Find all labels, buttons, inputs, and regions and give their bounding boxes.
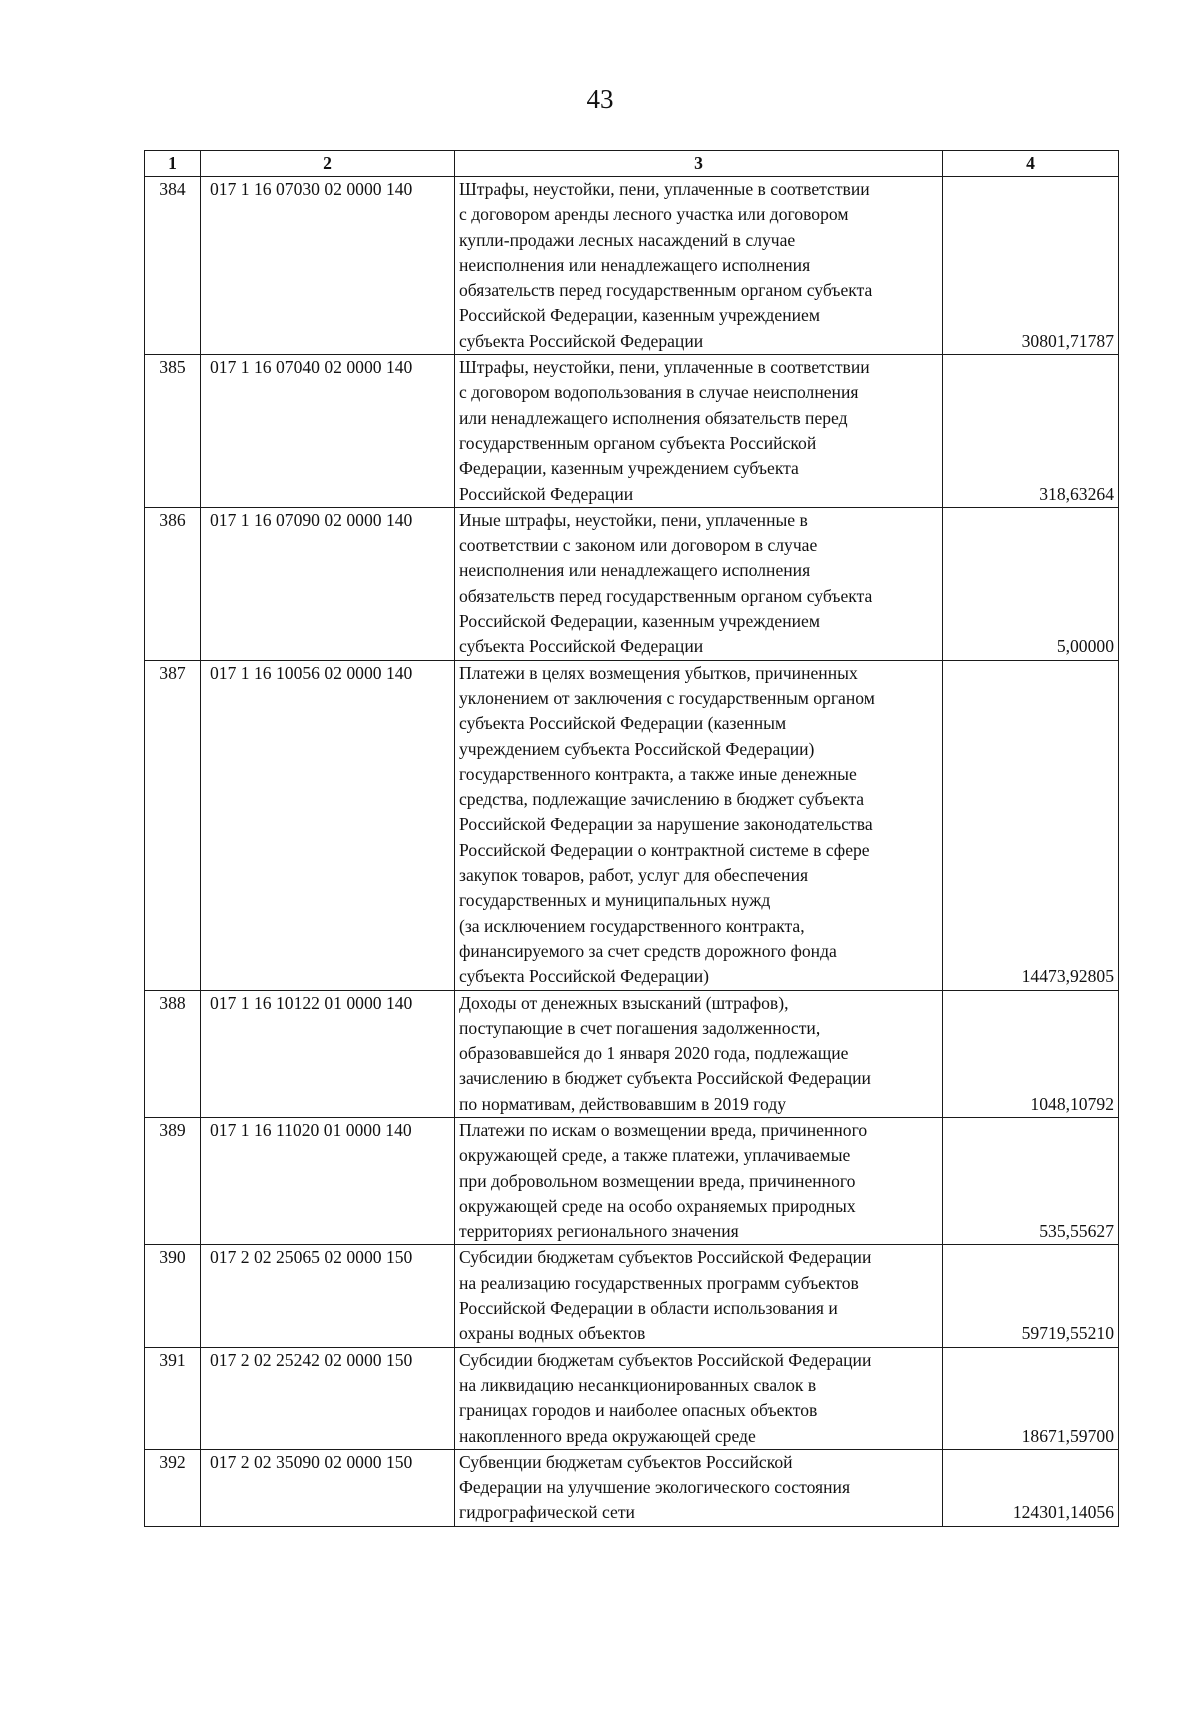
budget-code-cell: 017 1 16 10056 02 0000 140 bbox=[201, 660, 455, 990]
budget-code-cell: 017 2 02 25242 02 0000 150 bbox=[201, 1347, 455, 1449]
revenue-name-line: на реализацию государственных программ субъектов bbox=[459, 1272, 859, 1293]
revenue-name-cell bbox=[455, 1245, 943, 1347]
revenue-name-line: или ненадлежащего исполнения обязательств перед bbox=[459, 407, 848, 428]
row-number-cell: 386 bbox=[145, 507, 201, 660]
revenue-name-line: Субсидии бюджетам субъектов Российской Федерации bbox=[459, 1349, 872, 1370]
revenue-name-line: Российской Федерации в области использования и bbox=[459, 1298, 838, 1319]
revenue-name-line: охраны водных объектов bbox=[459, 1323, 646, 1344]
amount-cell: 59719,55210 bbox=[943, 1245, 1119, 1347]
row-number-cell: 390 bbox=[145, 1245, 201, 1347]
revenue-name-line: Федерации, казенным учреждением субъекта bbox=[459, 458, 799, 479]
row-number-cell: 391 bbox=[145, 1347, 201, 1449]
revenue-name-line: Федерации на улучшение экологического состояния bbox=[459, 1477, 851, 1498]
revenue-name-line: при добровольном возмещении вреда, причиненного bbox=[459, 1170, 856, 1191]
revenue-name-line: по нормативам, действовавшим в 2019 году bbox=[459, 1093, 787, 1114]
row-number-cell: 385 bbox=[145, 355, 201, 508]
revenue-name-line: Российской Федерации о контрактной системе в сфере bbox=[459, 839, 870, 860]
row-number-cell: 388 bbox=[145, 990, 201, 1117]
revenue-name-cell bbox=[455, 177, 943, 355]
revenue-name-line: территориях регионального значения bbox=[459, 1221, 739, 1242]
budget-code-cell: 017 2 02 25065 02 0000 150 bbox=[201, 1245, 455, 1347]
revenue-name-line: Субвенции бюджетам субъектов Российской bbox=[459, 1451, 793, 1472]
revenue-name-line: с договором водопользования в случае неисполнения bbox=[459, 382, 859, 403]
table-row bbox=[145, 1347, 1119, 1449]
revenue-name-line: Штрафы, неустойки, пени, уплаченные в соответствии bbox=[459, 357, 870, 378]
table-header bbox=[145, 151, 1119, 177]
budget-code-cell: 017 1 16 11020 01 0000 140 bbox=[201, 1117, 455, 1244]
table-header-row bbox=[145, 151, 1119, 177]
revenue-name-line: государственного контракта, а также иные денежные bbox=[459, 763, 857, 784]
revenue-name-line: накопленного вреда окружающей среде bbox=[459, 1425, 756, 1446]
revenue-name-line: Российской Федерации за нарушение законодательства bbox=[459, 814, 873, 835]
revenue-name-cell bbox=[455, 660, 943, 990]
budget-code-cell: 017 1 16 07090 02 0000 140 bbox=[201, 507, 455, 660]
budget-code-cell: 017 1 16 07030 02 0000 140 bbox=[201, 177, 455, 355]
row-number-cell: 389 bbox=[145, 1117, 201, 1244]
revenue-name-line: Российской Федерации bbox=[459, 483, 634, 504]
revenue-name-cell bbox=[455, 1117, 943, 1244]
revenue-name-line: на ликвидацию несанкционированных свалок в bbox=[459, 1374, 817, 1395]
budget-code-cell: 017 1 16 07040 02 0000 140 bbox=[201, 355, 455, 508]
revenue-name-line: поступающие в счет погашения задолженности, bbox=[459, 1017, 821, 1038]
revenue-name-line: Российской Федерации, казенным учреждением bbox=[459, 305, 820, 326]
revenue-name-cell bbox=[455, 1449, 943, 1526]
table-row bbox=[145, 1117, 1119, 1244]
amount-cell: 318,63264 bbox=[943, 355, 1119, 508]
revenue-name-line: Доходы от денежных взысканий (штрафов), bbox=[459, 992, 789, 1013]
table-body bbox=[145, 177, 1119, 1527]
revenue-name-cell bbox=[455, 1347, 943, 1449]
revenue-name-line: окружающей среде, а также платежи, уплачиваемые bbox=[459, 1145, 851, 1166]
table-row bbox=[145, 1245, 1119, 1347]
revenue-name-line: субъекта Российской Федерации bbox=[459, 330, 704, 351]
revenue-name-line: субъекта Российской Федерации) bbox=[459, 966, 710, 987]
table-row bbox=[145, 660, 1119, 990]
header-col-3: 3 bbox=[455, 151, 943, 177]
revenue-name-line: субъекта Российской Федерации (казенным bbox=[459, 713, 787, 734]
revenue-name-line: обязательств перед государственным органом субъекта bbox=[459, 585, 873, 606]
table-row bbox=[145, 1449, 1119, 1526]
table-row bbox=[145, 507, 1119, 660]
revenue-name-line: неисполнения или ненадлежащего исполнения bbox=[459, 560, 811, 581]
budget-code-cell: 017 1 16 10122 01 0000 140 bbox=[201, 990, 455, 1117]
amount-cell: 535,55627 bbox=[943, 1117, 1119, 1244]
revenue-name-line: Российской Федерации, казенным учреждением bbox=[459, 611, 820, 632]
budget-code-cell: 017 2 02 35090 02 0000 150 bbox=[201, 1449, 455, 1526]
revenue-name-line: Штрафы, неустойки, пени, уплаченные в соответствии bbox=[459, 179, 870, 199]
revenue-name-line: гидрографической сети bbox=[459, 1502, 635, 1523]
revenue-name-line: образовавшейся до 1 января 2020 года, подлежащие bbox=[459, 1043, 849, 1064]
revenue-name-line: государственных и муниципальных нужд bbox=[459, 890, 771, 911]
revenue-name-cell bbox=[455, 990, 943, 1117]
revenue-name-line: соответствии с законом или договором в случае bbox=[459, 535, 818, 556]
revenue-name-line: неисполнения или ненадлежащего исполнения bbox=[459, 254, 811, 275]
table-row bbox=[145, 355, 1119, 508]
revenue-name-line: Иные штрафы, неустойки, пени, уплаченные в bbox=[459, 509, 808, 530]
amount-cell: 30801,71787 bbox=[943, 177, 1119, 355]
revenue-name-line: границах городов и наиболее опасных объектов bbox=[459, 1400, 818, 1421]
revenue-name-line: окружающей среде на особо охраняемых природных bbox=[459, 1195, 856, 1216]
row-number-cell: 392 bbox=[145, 1449, 201, 1526]
revenue-name-line: государственным органом субъекта Российской bbox=[459, 432, 817, 453]
amount-cell: 14473,92805 bbox=[943, 660, 1119, 990]
header-col-4: 4 bbox=[943, 151, 1119, 177]
revenue-name-line: обязательств перед государственным органом субъекта bbox=[459, 280, 873, 301]
row-number-cell: 384 bbox=[145, 177, 201, 355]
revenue-name-line: финансируемого за счет средств дорожного фонда bbox=[459, 940, 837, 961]
revenue-name-line: зачислению в бюджет субъекта Российской Федерации bbox=[459, 1068, 871, 1089]
revenue-table bbox=[144, 150, 1119, 1527]
header-col-1: 1 bbox=[145, 151, 201, 177]
revenue-name-line: средства, подлежащие зачислению в бюджет субъекта bbox=[459, 789, 865, 810]
revenue-name-line: уклонением от заключения с государственным органом bbox=[459, 687, 875, 708]
revenue-name-line: учреждением субъекта Российской Федерации) bbox=[459, 738, 815, 759]
revenue-name-line: купли-продажи лесных насаждений в случае bbox=[459, 229, 796, 250]
revenue-name-line: Платежи по искам о возмещении вреда, причиненного bbox=[459, 1119, 868, 1140]
revenue-name-line: закупок товаров, работ, услуг для обеспечения bbox=[459, 865, 809, 886]
revenue-name-cell bbox=[455, 355, 943, 508]
revenue-name-cell bbox=[455, 507, 943, 660]
amount-cell: 124301,14056 bbox=[943, 1449, 1119, 1526]
revenue-name-line: субъекта Российской Федерации bbox=[459, 636, 704, 657]
amount-cell: 1048,10792 bbox=[943, 990, 1119, 1117]
amount-cell: 18671,59700 bbox=[943, 1347, 1119, 1449]
table-row bbox=[145, 177, 1119, 355]
revenue-name-line: Субсидии бюджетам субъектов Российской Федерации bbox=[459, 1247, 872, 1268]
page-number: 43 bbox=[586, 84, 614, 114]
row-number-cell: 387 bbox=[145, 660, 201, 990]
table-row bbox=[145, 990, 1119, 1117]
revenue-name-line: (за исключением государственного контракта, bbox=[459, 915, 805, 936]
header-col-2: 2 bbox=[201, 151, 455, 177]
revenue-name-line: с договором аренды лесного участка или договором bbox=[459, 204, 849, 225]
revenue-name-line: Платежи в целях возмещения убытков, причиненных bbox=[459, 662, 858, 683]
amount-cell: 5,00000 bbox=[943, 507, 1119, 660]
